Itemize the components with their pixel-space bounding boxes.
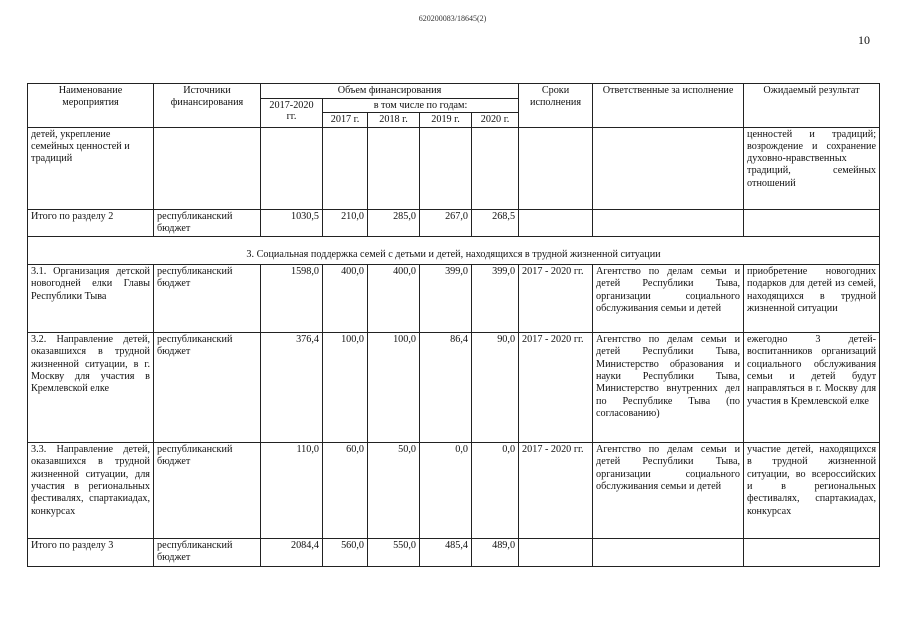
cell-total: 1030,5 [261,209,323,237]
header-year-2018: 2018 г. [368,113,420,128]
cell-source: республиканский бюджет [154,209,261,237]
document-id: 620200083/18645(2) [418,14,487,23]
cell-2020: 489,0 [472,539,519,567]
table-row [28,209,880,237]
cell-2017: 100,0 [323,333,368,443]
cell-result: ценностей и традиций; возрождение и сохранение духовно-нравственных традиций, семейных отношений [744,127,880,209]
header-result: Ожидаемый результат [744,84,880,128]
cell-responsible: Агентство по делам семьи и детей Республики Тыва, Министерство образования и науки Республики Тыва, Министерство внутренних дел по Республике Тыва (по согласованию) [593,333,744,443]
cell-2018 [368,127,420,209]
header-year-2020: 2020 г. [472,113,519,128]
cell-2018: 400,0 [368,265,420,333]
cell-name: Итого по разделу 2 [28,209,154,237]
header-terms: Сроки исполнения [519,84,593,128]
header-by-years: в том числе по годам: [323,98,519,113]
cell-source [154,127,261,209]
cell-terms: 2017 - 2020 гг. [519,265,593,333]
cell-2020 [472,127,519,209]
cell-terms: 2017 - 2020 гг. [519,443,593,539]
cell-2018: 100,0 [368,333,420,443]
cell-name: 3.2. Направление детей, оказавшихся в трудной жизненной ситуации, в г. Москву для участия в Кремлевской елке [28,333,154,443]
header-total: 2017-2020 гг. [261,98,323,127]
table-row [28,443,880,539]
cell-terms [519,539,593,567]
header-name: Наименование мероприятия [28,84,154,128]
cell-name: Итого по разделу 3 [28,539,154,567]
cell-responsible [593,539,744,567]
cell-2017: 560,0 [323,539,368,567]
cell-2020: 399,0 [472,265,519,333]
cell-name: детей, укрепление семейных ценностей и традиций [28,127,154,209]
cell-terms: 2017 - 2020 гг. [519,333,593,443]
cell-result: участие детей, находящихся в трудной жизненной ситуации, во всероссийских и в региональных фестивалях, спартакиадах, конкурсах [744,443,880,539]
table-row [28,127,880,209]
header-volume: Объем финансирования [261,84,519,99]
header-year-2017: 2017 г. [323,113,368,128]
table-row [28,539,880,567]
cell-responsible: Агентство по делам семьи и детей Республики Тыва, организации социального обслуживания семьи и детей [593,265,744,333]
cell-2019: 86,4 [420,333,472,443]
table-row [28,333,880,443]
cell-2018: 50,0 [368,443,420,539]
cell-2019 [420,127,472,209]
cell-name: 3.1. Организация детской новогодней елки Главы Республики Тыва [28,265,154,333]
cell-total: 1598,0 [261,265,323,333]
cell-2019: 0,0 [420,443,472,539]
cell-total [261,127,323,209]
page-number: 10 [858,33,870,47]
financing-table [27,83,880,567]
table-row [28,265,880,333]
cell-2017: 210,0 [323,209,368,237]
cell-source: республиканский бюджет [154,443,261,539]
cell-result [744,539,880,567]
header-source: Источники финансирования [154,84,261,128]
cell-terms [519,127,593,209]
cell-result [744,209,880,237]
cell-total: 2084,4 [261,539,323,567]
cell-2019: 267,0 [420,209,472,237]
cell-name: 3.3. Направление детей, оказавшихся в трудной жизненной ситуации, для участия в региональных фестивалях, спартакиадах, конкурсах [28,443,154,539]
cell-2018: 285,0 [368,209,420,237]
cell-2019: 485,4 [420,539,472,567]
cell-result: ежегодно 3 детей-воспитанников организаций социального обслуживания семьи и детей будут направляться в г. Москву для участия в Кремлевской елке [744,333,880,443]
header-year-2019: 2019 г. [420,113,472,128]
cell-2020: 268,5 [472,209,519,237]
cell-responsible: Агентство по делам семьи и детей Республики Тыва, организации социального обслуживания семьи и детей [593,443,744,539]
cell-2018: 550,0 [368,539,420,567]
cell-terms [519,209,593,237]
cell-2020: 0,0 [472,443,519,539]
cell-2017 [323,127,368,209]
cell-2017: 400,0 [323,265,368,333]
cell-responsible [593,209,744,237]
cell-2019: 399,0 [420,265,472,333]
cell-2017: 60,0 [323,443,368,539]
section-row [28,237,880,265]
cell-total: 376,4 [261,333,323,443]
cell-result: приобретение новогодних подарков для детей из семей, находящихся в трудной жизненной ситуации [744,265,880,333]
cell-responsible [593,127,744,209]
cell-2020: 90,0 [472,333,519,443]
cell-total: 110,0 [261,443,323,539]
cell-source: республиканский бюджет [154,265,261,333]
section-3-title: 3. Социальная поддержка семей с детьми и детей, находящихся в трудной жизненной ситуации [28,237,880,265]
header-responsible: Ответственные за исполнение [593,84,744,128]
cell-source: республиканский бюджет [154,539,261,567]
cell-source: республиканский бюджет [154,333,261,443]
